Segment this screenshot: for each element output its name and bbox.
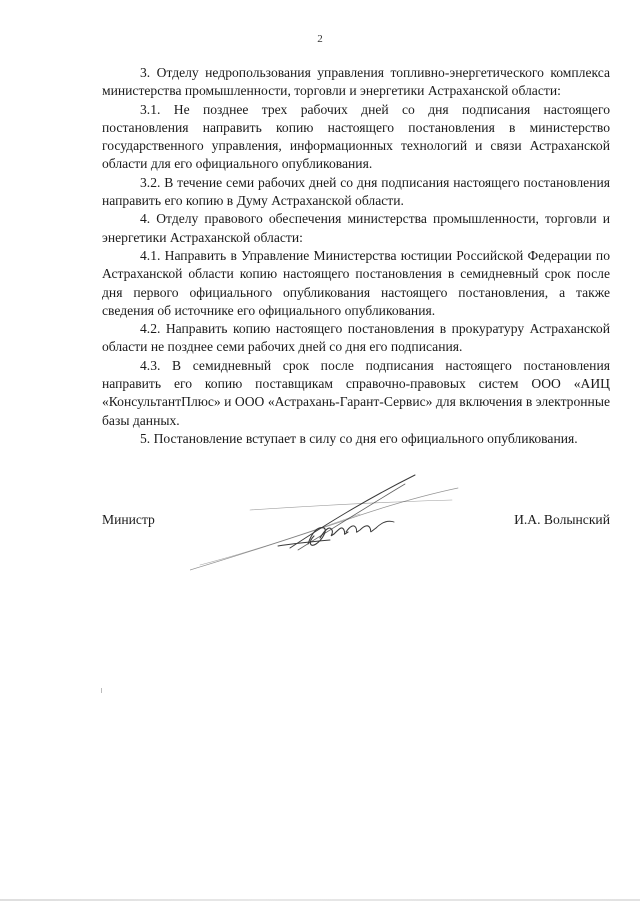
paragraph-4-2: 4.2. Направить копию настоящего постановления в прокуратуру Астраханской области не позднее семи рабочих дней со дня его подписания. <box>102 321 610 355</box>
scan-edge <box>0 899 640 901</box>
paragraph-5: 5. Постановление вступает в силу со дня его официального опубликования. <box>140 430 578 446</box>
scan-speck <box>101 688 102 693</box>
signature-strokes <box>190 475 458 570</box>
paragraph-3-1: 3.1. Не позднее трех рабочих дней со дня подписания настоящего постановления направить копию настоящего постановления в министерство государственного управления, информационных технологий и связи Астраханской области для его официального опубликования. <box>102 101 610 172</box>
paragraph-4-1: 4.1. Направить в Управление Министерства юстиции Российской Федерации по Астраханской области копию настоящего постановления в семидневный срок после дня первого официального опубликования настоящего постановления, а также сведения об источнике его официального опубликования. <box>102 247 610 318</box>
paragraph-4-3: 4.3. В семидневный срок после подписания настоящего постановления направить его копию поставщикам справочно-правовых систем ООО «АИЦ «КонсультантПлюс» и ООО «Астрахань-Гарант-Сервис» для включения в электронные базы данных. <box>102 357 610 428</box>
paragraph-3: 3. Отделу недропользования управления топливно-энергетического комплекса министерства промышленности, торговли и энергетики Астраханской области: <box>102 65 610 99</box>
document-body <box>102 64 610 448</box>
signer-title: Министр <box>102 512 155 527</box>
signer-name: И.А. Волынский <box>514 512 610 527</box>
page-number: 2 <box>317 33 323 45</box>
handwritten-signature <box>190 470 460 580</box>
paragraph-4: 4. Отделу правового обеспечения министерства промышленности, торговли и энергетики Астраханской области: <box>102 211 610 245</box>
paragraph-3-2: 3.2. В течение семи рабочих дней со дня подписания настоящего постановления направить его копию в Думу Астраханской области. <box>102 174 610 209</box>
